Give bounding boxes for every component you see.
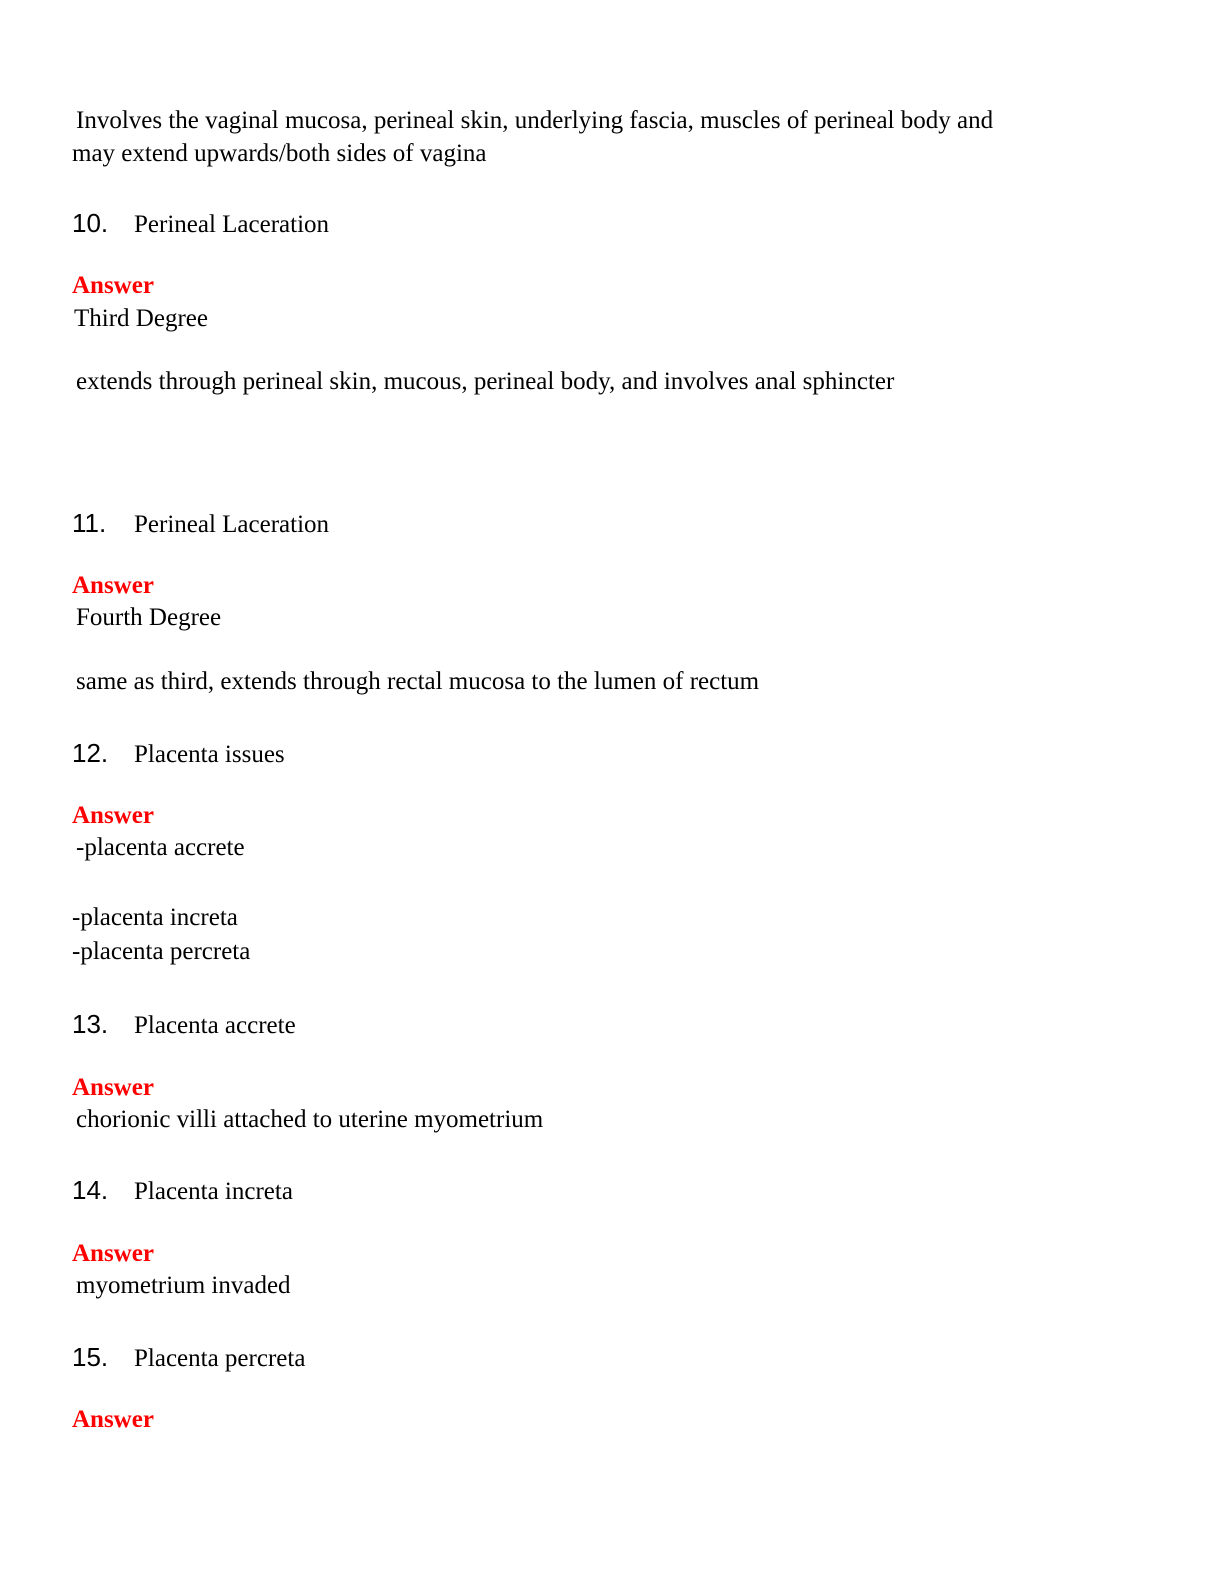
answer-label: Answer bbox=[72, 1406, 154, 1433]
answer-label: Answer bbox=[72, 272, 154, 299]
question-number: 12. bbox=[72, 738, 109, 768]
answer-line: -placenta increta bbox=[72, 904, 238, 931]
question-11 bbox=[72, 508, 329, 540]
answer-line: chorionic villi attached to uterine myometrium bbox=[76, 1106, 544, 1133]
question-15 bbox=[72, 1342, 305, 1374]
question-13 bbox=[72, 1009, 296, 1041]
question-10 bbox=[72, 208, 329, 240]
answer-line: -placenta accrete bbox=[76, 834, 245, 861]
question-number: 10. bbox=[72, 208, 109, 238]
intro-line-1: Involves the vaginal mucosa, perineal skin, underlying fascia, muscles of perineal body and bbox=[76, 107, 994, 134]
question-term: Placenta increta bbox=[134, 1178, 293, 1205]
answer-line: Third Degree bbox=[74, 305, 208, 332]
answer-line: -placenta percreta bbox=[72, 938, 251, 965]
answer-line: Fourth Degree bbox=[76, 604, 222, 631]
question-term: Perineal Laceration bbox=[134, 511, 330, 538]
question-14 bbox=[72, 1175, 293, 1207]
answer-line: extends through perineal skin, mucous, perineal body, and involves anal sphincter bbox=[76, 368, 895, 395]
question-number: 13. bbox=[72, 1009, 109, 1039]
intro-line-2: may extend upwards/both sides of vagina bbox=[72, 140, 487, 167]
question-12 bbox=[72, 738, 285, 770]
question-term: Placenta percreta bbox=[134, 1345, 306, 1372]
answer-line: same as third, extends through rectal mucosa to the lumen of rectum bbox=[76, 668, 760, 695]
question-term: Perineal Laceration bbox=[134, 211, 330, 238]
answer-label: Answer bbox=[72, 572, 154, 599]
answer-label: Answer bbox=[72, 1240, 154, 1267]
question-term: Placenta issues bbox=[134, 741, 285, 768]
question-number: 14. bbox=[72, 1175, 109, 1205]
question-term: Placenta accrete bbox=[134, 1012, 296, 1039]
answer-label: Answer bbox=[72, 1074, 154, 1101]
answer-line: myometrium invaded bbox=[76, 1272, 291, 1299]
question-number: 15. bbox=[72, 1342, 109, 1372]
answer-label: Answer bbox=[72, 802, 154, 829]
question-number: 11. bbox=[72, 508, 107, 538]
